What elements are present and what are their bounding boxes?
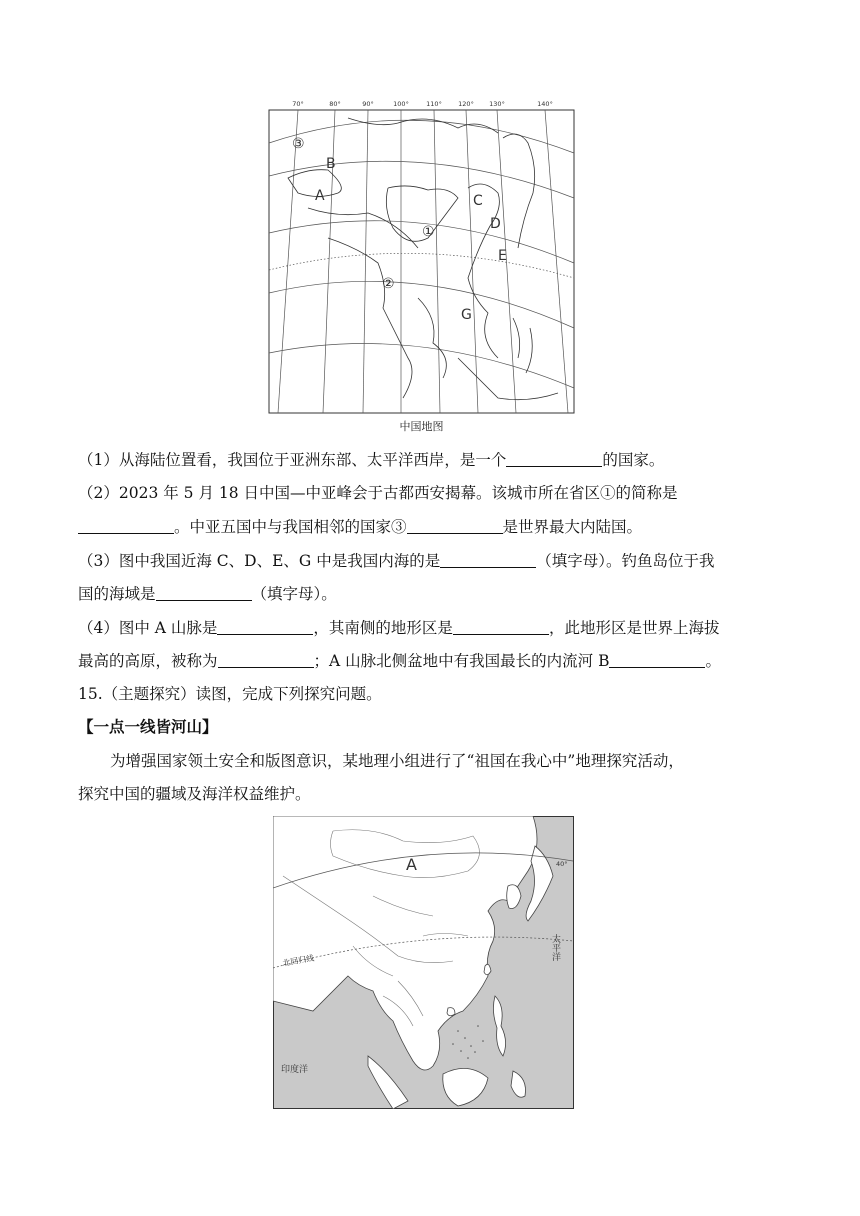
answer-blank[interactable]	[218, 652, 314, 668]
lon-label: 100°	[393, 100, 409, 108]
marker-A: A	[406, 855, 417, 874]
marker-E: E	[498, 248, 507, 264]
q4-text-a: （4）图中 A 山脉是	[78, 619, 218, 637]
lon-label: 120°	[458, 100, 474, 108]
section-heading: 【一点一线皆河山】	[78, 718, 218, 736]
marker-D: D	[490, 216, 501, 232]
intro-paragraph-line-2: 探究中国的疆域及海洋权益维护。	[78, 785, 311, 803]
marker-G: G	[461, 307, 472, 323]
lon-label: 140°	[537, 100, 553, 108]
question-2-line-1: （2）2023 年 5 月 18 日中国—中亚峰会于古都西安揭幕。该城市所在省区①的简称是	[78, 484, 678, 502]
marker-C: C	[473, 193, 483, 209]
question-15-title: 15.（主题探究）读图，完成下列探究问题。	[78, 685, 382, 703]
marker-2: ②	[382, 276, 395, 292]
answer-blank[interactable]	[440, 552, 536, 568]
lon-label: 90°	[362, 100, 374, 108]
q3-text-a: （3）图中我国近海 C、D、E、G 中是我国内海的是	[78, 552, 441, 570]
east-asia-map-figure	[273, 816, 574, 1109]
ocean-label-indian: 印度洋	[281, 1065, 309, 1075]
q1-suffix: 的国家。	[602, 451, 665, 469]
q2-text-a: 。中亚五国中与我国相邻的国家③	[174, 518, 407, 536]
marker-B: B	[326, 156, 336, 172]
marker-1: ①	[422, 224, 435, 240]
map1-caption: 中国地图	[399, 420, 444, 433]
tropic-label: 北回归线	[281, 953, 315, 968]
q2-text-b: 是世界最大内陆国。	[502, 518, 643, 536]
china-map-figure	[268, 98, 575, 414]
q3-text-b: （填字母）。钓鱼岛位于我	[536, 552, 715, 570]
ocean-label-pacific: 太平洋	[550, 934, 560, 961]
lon-label: 70°	[292, 100, 304, 108]
q1-prefix: （1）从海陆位置看，我国位于亚洲东部、太平洋西岸，是一个	[78, 451, 507, 469]
land-mass	[447, 1008, 455, 1016]
q4-text-c: ，此地形区是世界上海拔	[548, 619, 720, 637]
q3-text-d: （填字母）。	[251, 585, 337, 603]
q4-text-f: 。	[705, 652, 721, 670]
answer-blank[interactable]	[609, 652, 705, 668]
intro-paragraph-line-1: 为增强国家领土安全和版图意识，某地理小组进行了“祖国在我心中”地理探究活动，	[110, 752, 684, 770]
q4-text-b: ，其南侧的地形区是	[313, 619, 453, 637]
answer-blank[interactable]	[156, 585, 252, 601]
q3-text-c: 国的海域是	[78, 585, 156, 603]
question-3-line-1	[78, 551, 714, 571]
lat-label: 40°	[556, 860, 568, 868]
question-4-line-2	[78, 651, 721, 671]
question-4-line-1	[78, 618, 719, 638]
answer-blank[interactable]	[78, 518, 174, 534]
answer-blank[interactable]	[506, 451, 602, 467]
lon-label: 130°	[489, 100, 505, 108]
q4-text-d: 最高的高原，被称为	[78, 652, 218, 670]
answer-blank[interactable]	[217, 619, 313, 635]
marker-A: A	[315, 188, 325, 204]
marker-3: ③	[292, 136, 305, 152]
question-3-line-2	[78, 584, 337, 604]
lon-label: 110°	[426, 100, 442, 108]
question-1	[78, 450, 664, 470]
answer-blank[interactable]	[407, 518, 503, 534]
lon-label: 80°	[329, 100, 341, 108]
answer-blank[interactable]	[453, 619, 549, 635]
q4-text-e: ；A 山脉北侧盆地中有我国最长的内流河 B	[313, 652, 610, 670]
question-2-line-2	[78, 517, 642, 537]
